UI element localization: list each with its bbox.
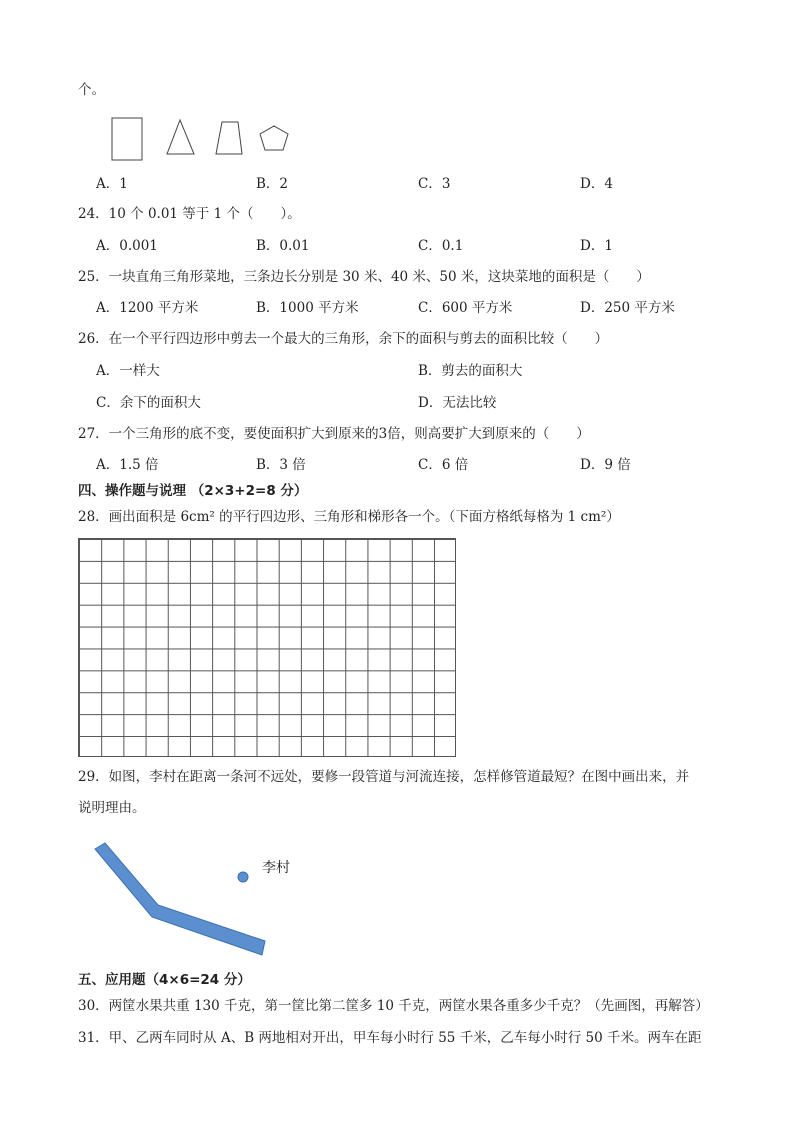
q25-option-b[interactable]: B．1000 平方米 [256, 300, 359, 316]
q24-text: 24．10 个 0.01 等于 1 个（ ）。 [78, 206, 301, 222]
q23-option-d[interactable]: D．4 [580, 176, 613, 192]
q25-option-d[interactable]: D．250 平方米 [580, 300, 675, 316]
rectangle-icon [112, 118, 142, 160]
q30-text: 30．两筐水果共重 130 千克，第一筐比第二筐多 10 千克，两筐水果各重多少千克？（先画图，再解答） [78, 998, 709, 1014]
q29-text-line1: 29．如图，李村在距离一条河不远处，要修一段管道与河流连接，怎样修管道最短？在图中画出来，并 [78, 769, 690, 785]
question-fragment: 个。 [78, 82, 105, 98]
shapes-figure [100, 112, 400, 172]
river [95, 843, 265, 955]
section-4-heading: 四、操作题与说理 （2×3+2=8 分） [78, 483, 308, 499]
q26-option-b[interactable]: B．剪去的面积大 [418, 363, 523, 379]
q23-option-b[interactable]: B．2 [256, 176, 289, 192]
trapezoid-icon [216, 122, 242, 154]
q29-text-line2: 说明理由。 [78, 800, 146, 816]
q26-text: 26．在一个平行四边形中剪去一个最大的三角形，余下的面积与剪去的面积比较（ ） [78, 331, 609, 347]
q24-option-c[interactable]: C．0.1 [418, 238, 464, 254]
q24-option-d[interactable]: D．1 [580, 238, 613, 254]
q26-option-d[interactable]: D．无法比较 [418, 395, 497, 411]
q24-option-b[interactable]: B．0.01 [256, 238, 310, 254]
river-diagram [90, 835, 350, 965]
q26-option-a[interactable]: A．一样大 [96, 363, 160, 379]
q27-text: 27．一个三角形的底不变，要使面积扩大到原来的3倍，则高要扩大到原来的（ ） [78, 426, 590, 442]
triangle-icon [167, 120, 194, 154]
q25-text: 25．一块直角三角形菜地，三条边长分别是 30 米、40 米、50 米，这块菜地的面积是（ ） [78, 269, 650, 285]
section-5-heading: 五、应用题（4×6=24 分） [78, 972, 251, 988]
q25-option-c[interactable]: C．600 平方米 [418, 300, 513, 316]
q27-option-a[interactable]: A．1.5 倍 [96, 457, 159, 473]
village-label: 李村 [262, 860, 290, 876]
q27-option-b[interactable]: B．3 倍 [256, 457, 306, 473]
square-grid-paper[interactable] [78, 538, 456, 757]
q27-option-c[interactable]: C．6 倍 [418, 457, 469, 473]
q24-option-a[interactable]: A．0.001 [96, 238, 158, 254]
q23-option-c[interactable]: C．3 [418, 176, 451, 192]
pentagon-icon [260, 126, 288, 150]
q26-option-c[interactable]: C．余下的面积大 [96, 395, 201, 411]
village-dot [238, 872, 248, 882]
q27-option-d[interactable]: D．9 倍 [580, 457, 631, 473]
q31-text: 31．甲、乙两车同时从 A、B 两地相对开出，甲车每小时行 55 千米，乙车每小时行 50 千米。两车在距 [78, 1030, 702, 1046]
q23-option-a[interactable]: A．1 [96, 176, 128, 192]
q28-text: 28．画出面积是 6cm² 的平行四边形、三角形和梯形各一个。（下面方格纸每格为 1 cm²） [78, 509, 620, 525]
q25-option-a[interactable]: A．1200 平方米 [96, 300, 199, 316]
